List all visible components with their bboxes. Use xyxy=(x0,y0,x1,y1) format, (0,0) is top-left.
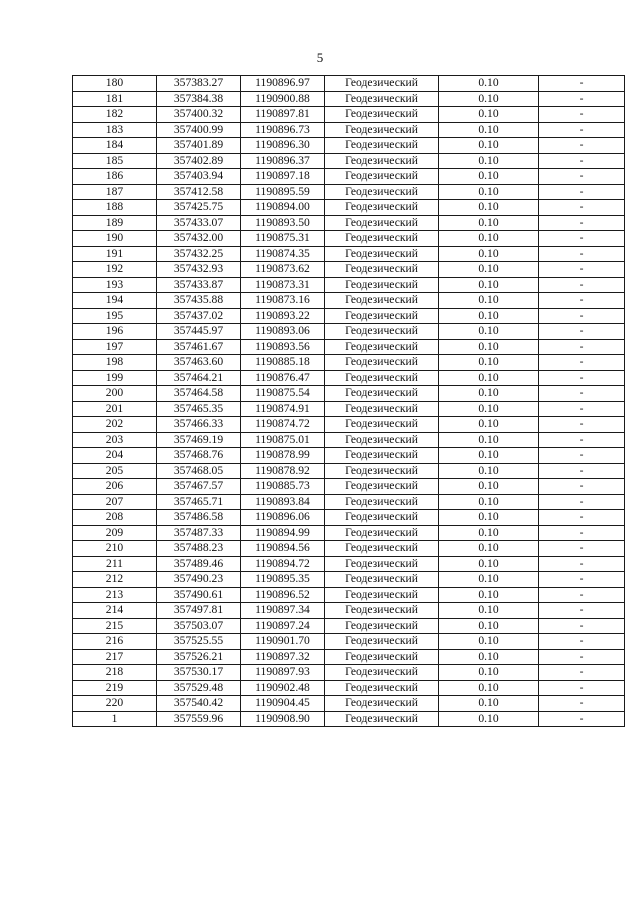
method-cell: Геодезический xyxy=(325,107,439,123)
table-row xyxy=(73,138,625,154)
point-number-cell: 214 xyxy=(73,603,157,619)
accuracy-cell: 0.10 xyxy=(439,324,539,340)
accuracy-cell: 0.10 xyxy=(439,711,539,727)
description-cell: - xyxy=(539,355,625,371)
method-cell: Геодезический xyxy=(325,711,439,727)
x-coordinate-cell: 357489.46 xyxy=(157,556,241,572)
method-cell: Геодезический xyxy=(325,169,439,185)
point-number-cell: 193 xyxy=(73,277,157,293)
x-coordinate-cell: 357432.00 xyxy=(157,231,241,247)
point-number-cell: 207 xyxy=(73,494,157,510)
point-number-cell: 186 xyxy=(73,169,157,185)
x-coordinate-cell: 357464.21 xyxy=(157,370,241,386)
method-cell: Геодезический xyxy=(325,618,439,634)
table-row xyxy=(73,696,625,712)
y-coordinate-cell: 1190874.35 xyxy=(241,246,325,262)
description-cell: - xyxy=(539,324,625,340)
y-coordinate-cell: 1190875.01 xyxy=(241,432,325,448)
accuracy-cell: 0.10 xyxy=(439,634,539,650)
point-number-cell: 190 xyxy=(73,231,157,247)
point-number-cell: 195 xyxy=(73,308,157,324)
point-number-cell: 181 xyxy=(73,91,157,107)
table-row xyxy=(73,432,625,448)
method-cell: Геодезический xyxy=(325,649,439,665)
table-row xyxy=(73,448,625,464)
y-coordinate-cell: 1190885.73 xyxy=(241,479,325,495)
point-number-cell: 189 xyxy=(73,215,157,231)
accuracy-cell: 0.10 xyxy=(439,510,539,526)
method-cell: Геодезический xyxy=(325,184,439,200)
description-cell: - xyxy=(539,680,625,696)
point-number-cell: 187 xyxy=(73,184,157,200)
x-coordinate-cell: 357432.25 xyxy=(157,246,241,262)
description-cell: - xyxy=(539,262,625,278)
method-cell: Геодезический xyxy=(325,76,439,92)
point-number-cell: 215 xyxy=(73,618,157,634)
accuracy-cell: 0.10 xyxy=(439,277,539,293)
x-coordinate-cell: 357461.67 xyxy=(157,339,241,355)
y-coordinate-cell: 1190897.24 xyxy=(241,618,325,634)
y-coordinate-cell: 1190896.52 xyxy=(241,587,325,603)
method-cell: Геодезический xyxy=(325,510,439,526)
description-cell: - xyxy=(539,556,625,572)
x-coordinate-cell: 357445.97 xyxy=(157,324,241,340)
point-number-cell: 183 xyxy=(73,122,157,138)
accuracy-cell: 0.10 xyxy=(439,184,539,200)
description-cell: - xyxy=(539,293,625,309)
coordinates-table-body xyxy=(73,76,625,727)
x-coordinate-cell: 357530.17 xyxy=(157,665,241,681)
y-coordinate-cell: 1190876.47 xyxy=(241,370,325,386)
y-coordinate-cell: 1190874.72 xyxy=(241,417,325,433)
y-coordinate-cell: 1190875.31 xyxy=(241,231,325,247)
method-cell: Геодезический xyxy=(325,417,439,433)
table-row xyxy=(73,277,625,293)
method-cell: Геодезический xyxy=(325,525,439,541)
y-coordinate-cell: 1190873.31 xyxy=(241,277,325,293)
point-number-cell: 182 xyxy=(73,107,157,123)
accuracy-cell: 0.10 xyxy=(439,231,539,247)
description-cell: - xyxy=(539,448,625,464)
accuracy-cell: 0.10 xyxy=(439,603,539,619)
table-row xyxy=(73,572,625,588)
x-coordinate-cell: 357497.81 xyxy=(157,603,241,619)
method-cell: Геодезический xyxy=(325,308,439,324)
description-cell: - xyxy=(539,370,625,386)
x-coordinate-cell: 357467.57 xyxy=(157,479,241,495)
x-coordinate-cell: 357465.35 xyxy=(157,401,241,417)
accuracy-cell: 0.10 xyxy=(439,76,539,92)
accuracy-cell: 0.10 xyxy=(439,665,539,681)
table-row xyxy=(73,665,625,681)
description-cell: - xyxy=(539,138,625,154)
table-row xyxy=(73,308,625,324)
method-cell: Геодезический xyxy=(325,324,439,340)
description-cell: - xyxy=(539,510,625,526)
x-coordinate-cell: 357432.93 xyxy=(157,262,241,278)
method-cell: Геодезический xyxy=(325,572,439,588)
accuracy-cell: 0.10 xyxy=(439,541,539,557)
point-number-cell: 185 xyxy=(73,153,157,169)
table-row xyxy=(73,231,625,247)
accuracy-cell: 0.10 xyxy=(439,370,539,386)
y-coordinate-cell: 1190904.45 xyxy=(241,696,325,712)
method-cell: Геодезический xyxy=(325,494,439,510)
method-cell: Геодезический xyxy=(325,277,439,293)
point-number-cell: 180 xyxy=(73,76,157,92)
description-cell: - xyxy=(539,153,625,169)
accuracy-cell: 0.10 xyxy=(439,401,539,417)
accuracy-cell: 0.10 xyxy=(439,215,539,231)
accuracy-cell: 0.10 xyxy=(439,169,539,185)
description-cell: - xyxy=(539,463,625,479)
point-number-cell: 200 xyxy=(73,386,157,402)
table-row xyxy=(73,76,625,92)
accuracy-cell: 0.10 xyxy=(439,138,539,154)
point-number-cell: 209 xyxy=(73,525,157,541)
point-number-cell: 217 xyxy=(73,649,157,665)
accuracy-cell: 0.10 xyxy=(439,618,539,634)
x-coordinate-cell: 357402.89 xyxy=(157,153,241,169)
accuracy-cell: 0.10 xyxy=(439,246,539,262)
x-coordinate-cell: 357425.75 xyxy=(157,200,241,216)
description-cell: - xyxy=(539,184,625,200)
method-cell: Геодезический xyxy=(325,665,439,681)
y-coordinate-cell: 1190897.32 xyxy=(241,649,325,665)
table-row xyxy=(73,711,625,727)
x-coordinate-cell: 357487.33 xyxy=(157,525,241,541)
method-cell: Геодезический xyxy=(325,680,439,696)
table-row xyxy=(73,153,625,169)
table-row xyxy=(73,401,625,417)
point-number-cell: 210 xyxy=(73,541,157,557)
y-coordinate-cell: 1190893.84 xyxy=(241,494,325,510)
point-number-cell: 201 xyxy=(73,401,157,417)
x-coordinate-cell: 357463.60 xyxy=(157,355,241,371)
point-number-cell: 188 xyxy=(73,200,157,216)
accuracy-cell: 0.10 xyxy=(439,417,539,433)
description-cell: - xyxy=(539,603,625,619)
x-coordinate-cell: 357464.58 xyxy=(157,386,241,402)
x-coordinate-cell: 357383.27 xyxy=(157,76,241,92)
method-cell: Геодезический xyxy=(325,541,439,557)
description-cell: - xyxy=(539,386,625,402)
y-coordinate-cell: 1190894.99 xyxy=(241,525,325,541)
x-coordinate-cell: 357435.88 xyxy=(157,293,241,309)
y-coordinate-cell: 1190895.35 xyxy=(241,572,325,588)
accuracy-cell: 0.10 xyxy=(439,262,539,278)
point-number-cell: 220 xyxy=(73,696,157,712)
method-cell: Геодезический xyxy=(325,200,439,216)
point-number-cell: 218 xyxy=(73,665,157,681)
x-coordinate-cell: 357526.21 xyxy=(157,649,241,665)
point-number-cell: 212 xyxy=(73,572,157,588)
x-coordinate-cell: 357401.89 xyxy=(157,138,241,154)
accuracy-cell: 0.10 xyxy=(439,122,539,138)
x-coordinate-cell: 357525.55 xyxy=(157,634,241,650)
table-row xyxy=(73,339,625,355)
description-cell: - xyxy=(539,665,625,681)
coordinates-table xyxy=(72,75,625,727)
y-coordinate-cell: 1190908.90 xyxy=(241,711,325,727)
y-coordinate-cell: 1190893.22 xyxy=(241,308,325,324)
point-number-cell: 213 xyxy=(73,587,157,603)
description-cell: - xyxy=(539,587,625,603)
x-coordinate-cell: 357486.58 xyxy=(157,510,241,526)
table-row xyxy=(73,386,625,402)
accuracy-cell: 0.10 xyxy=(439,432,539,448)
point-number-cell: 184 xyxy=(73,138,157,154)
table-row xyxy=(73,324,625,340)
description-cell: - xyxy=(539,76,625,92)
x-coordinate-cell: 357488.23 xyxy=(157,541,241,557)
table-row xyxy=(73,107,625,123)
x-coordinate-cell: 357437.02 xyxy=(157,308,241,324)
x-coordinate-cell: 357384.38 xyxy=(157,91,241,107)
table-row xyxy=(73,215,625,231)
method-cell: Геодезический xyxy=(325,370,439,386)
description-cell: - xyxy=(539,479,625,495)
y-coordinate-cell: 1190897.81 xyxy=(241,107,325,123)
description-cell: - xyxy=(539,494,625,510)
description-cell: - xyxy=(539,401,625,417)
table-row xyxy=(73,184,625,200)
y-coordinate-cell: 1190894.00 xyxy=(241,200,325,216)
x-coordinate-cell: 357433.87 xyxy=(157,277,241,293)
method-cell: Геодезический xyxy=(325,634,439,650)
table-row xyxy=(73,525,625,541)
y-coordinate-cell: 1190894.56 xyxy=(241,541,325,557)
table-row xyxy=(73,479,625,495)
accuracy-cell: 0.10 xyxy=(439,572,539,588)
method-cell: Геодезический xyxy=(325,448,439,464)
method-cell: Геодезический xyxy=(325,463,439,479)
table-row xyxy=(73,510,625,526)
x-coordinate-cell: 357559.96 xyxy=(157,711,241,727)
description-cell: - xyxy=(539,200,625,216)
description-cell: - xyxy=(539,107,625,123)
description-cell: - xyxy=(539,525,625,541)
point-number-cell: 208 xyxy=(73,510,157,526)
table-row xyxy=(73,169,625,185)
point-number-cell: 205 xyxy=(73,463,157,479)
accuracy-cell: 0.10 xyxy=(439,556,539,572)
y-coordinate-cell: 1190896.97 xyxy=(241,76,325,92)
y-coordinate-cell: 1190897.93 xyxy=(241,665,325,681)
y-coordinate-cell: 1190875.54 xyxy=(241,386,325,402)
x-coordinate-cell: 357468.76 xyxy=(157,448,241,464)
description-cell: - xyxy=(539,572,625,588)
point-number-cell: 196 xyxy=(73,324,157,340)
point-number-cell: 204 xyxy=(73,448,157,464)
accuracy-cell: 0.10 xyxy=(439,293,539,309)
description-cell: - xyxy=(539,308,625,324)
point-number-cell: 199 xyxy=(73,370,157,386)
y-coordinate-cell: 1190873.62 xyxy=(241,262,325,278)
point-number-cell: 216 xyxy=(73,634,157,650)
x-coordinate-cell: 357412.58 xyxy=(157,184,241,200)
x-coordinate-cell: 357433.07 xyxy=(157,215,241,231)
accuracy-cell: 0.10 xyxy=(439,680,539,696)
method-cell: Геодезический xyxy=(325,153,439,169)
method-cell: Геодезический xyxy=(325,246,439,262)
accuracy-cell: 0.10 xyxy=(439,649,539,665)
point-number-cell: 203 xyxy=(73,432,157,448)
point-number-cell: 1 xyxy=(73,711,157,727)
description-cell: - xyxy=(539,91,625,107)
y-coordinate-cell: 1190885.18 xyxy=(241,355,325,371)
description-cell: - xyxy=(539,246,625,262)
method-cell: Геодезический xyxy=(325,231,439,247)
method-cell: Геодезический xyxy=(325,401,439,417)
point-number-cell: 194 xyxy=(73,293,157,309)
accuracy-cell: 0.10 xyxy=(439,525,539,541)
point-number-cell: 198 xyxy=(73,355,157,371)
y-coordinate-cell: 1190874.91 xyxy=(241,401,325,417)
y-coordinate-cell: 1190902.48 xyxy=(241,680,325,696)
method-cell: Геодезический xyxy=(325,386,439,402)
method-cell: Геодезический xyxy=(325,355,439,371)
x-coordinate-cell: 357469.19 xyxy=(157,432,241,448)
description-cell: - xyxy=(539,649,625,665)
y-coordinate-cell: 1190873.16 xyxy=(241,293,325,309)
table-row xyxy=(73,556,625,572)
x-coordinate-cell: 357490.61 xyxy=(157,587,241,603)
table-row xyxy=(73,618,625,634)
accuracy-cell: 0.10 xyxy=(439,107,539,123)
y-coordinate-cell: 1190900.88 xyxy=(241,91,325,107)
x-coordinate-cell: 357465.71 xyxy=(157,494,241,510)
x-coordinate-cell: 357503.07 xyxy=(157,618,241,634)
accuracy-cell: 0.10 xyxy=(439,355,539,371)
table-row xyxy=(73,122,625,138)
description-cell: - xyxy=(539,277,625,293)
description-cell: - xyxy=(539,634,625,650)
y-coordinate-cell: 1190893.50 xyxy=(241,215,325,231)
y-coordinate-cell: 1190897.18 xyxy=(241,169,325,185)
accuracy-cell: 0.10 xyxy=(439,153,539,169)
y-coordinate-cell: 1190896.37 xyxy=(241,153,325,169)
y-coordinate-cell: 1190901.70 xyxy=(241,634,325,650)
x-coordinate-cell: 357540.42 xyxy=(157,696,241,712)
table-row xyxy=(73,634,625,650)
method-cell: Геодезический xyxy=(325,339,439,355)
description-cell: - xyxy=(539,432,625,448)
method-cell: Геодезический xyxy=(325,138,439,154)
y-coordinate-cell: 1190893.56 xyxy=(241,339,325,355)
table-row xyxy=(73,680,625,696)
method-cell: Геодезический xyxy=(325,603,439,619)
y-coordinate-cell: 1190895.59 xyxy=(241,184,325,200)
description-cell: - xyxy=(539,339,625,355)
description-cell: - xyxy=(539,169,625,185)
x-coordinate-cell: 357466.33 xyxy=(157,417,241,433)
accuracy-cell: 0.10 xyxy=(439,91,539,107)
point-number-cell: 191 xyxy=(73,246,157,262)
table-row xyxy=(73,649,625,665)
x-coordinate-cell: 357490.23 xyxy=(157,572,241,588)
method-cell: Геодезический xyxy=(325,696,439,712)
method-cell: Геодезический xyxy=(325,262,439,278)
point-number-cell: 206 xyxy=(73,479,157,495)
accuracy-cell: 0.10 xyxy=(439,339,539,355)
accuracy-cell: 0.10 xyxy=(439,463,539,479)
table-row xyxy=(73,417,625,433)
y-coordinate-cell: 1190896.73 xyxy=(241,122,325,138)
table-row xyxy=(73,370,625,386)
accuracy-cell: 0.10 xyxy=(439,200,539,216)
page-number: 5 xyxy=(316,50,324,65)
description-cell: - xyxy=(539,215,625,231)
point-number-cell: 192 xyxy=(73,262,157,278)
point-number-cell: 211 xyxy=(73,556,157,572)
table-row xyxy=(73,541,625,557)
description-cell: - xyxy=(539,231,625,247)
accuracy-cell: 0.10 xyxy=(439,696,539,712)
accuracy-cell: 0.10 xyxy=(439,587,539,603)
method-cell: Геодезический xyxy=(325,293,439,309)
y-coordinate-cell: 1190893.06 xyxy=(241,324,325,340)
accuracy-cell: 0.10 xyxy=(439,479,539,495)
method-cell: Геодезический xyxy=(325,91,439,107)
x-coordinate-cell: 357403.94 xyxy=(157,169,241,185)
x-coordinate-cell: 357400.32 xyxy=(157,107,241,123)
accuracy-cell: 0.10 xyxy=(439,308,539,324)
method-cell: Геодезический xyxy=(325,556,439,572)
table-row xyxy=(73,246,625,262)
table-row xyxy=(73,293,625,309)
table-row xyxy=(73,494,625,510)
method-cell: Геодезический xyxy=(325,122,439,138)
method-cell: Геодезический xyxy=(325,587,439,603)
x-coordinate-cell: 357400.99 xyxy=(157,122,241,138)
x-coordinate-cell: 357468.05 xyxy=(157,463,241,479)
point-number-cell: 197 xyxy=(73,339,157,355)
table-row xyxy=(73,355,625,371)
table-row xyxy=(73,603,625,619)
y-coordinate-cell: 1190878.99 xyxy=(241,448,325,464)
description-cell: - xyxy=(539,122,625,138)
accuracy-cell: 0.10 xyxy=(439,448,539,464)
accuracy-cell: 0.10 xyxy=(439,494,539,510)
accuracy-cell: 0.10 xyxy=(439,386,539,402)
point-number-cell: 219 xyxy=(73,680,157,696)
method-cell: Геодезический xyxy=(325,432,439,448)
y-coordinate-cell: 1190897.34 xyxy=(241,603,325,619)
y-coordinate-cell: 1190896.06 xyxy=(241,510,325,526)
description-cell: - xyxy=(539,618,625,634)
y-coordinate-cell: 1190894.72 xyxy=(241,556,325,572)
table-row xyxy=(73,463,625,479)
table-row xyxy=(73,587,625,603)
y-coordinate-cell: 1190896.30 xyxy=(241,138,325,154)
x-coordinate-cell: 357529.48 xyxy=(157,680,241,696)
point-number-cell: 202 xyxy=(73,417,157,433)
description-cell: - xyxy=(539,711,625,727)
table-row xyxy=(73,91,625,107)
description-cell: - xyxy=(539,696,625,712)
y-coordinate-cell: 1190878.92 xyxy=(241,463,325,479)
method-cell: Геодезический xyxy=(325,215,439,231)
description-cell: - xyxy=(539,541,625,557)
description-cell: - xyxy=(539,417,625,433)
table-row xyxy=(73,262,625,278)
method-cell: Геодезический xyxy=(325,479,439,495)
table-row xyxy=(73,200,625,216)
